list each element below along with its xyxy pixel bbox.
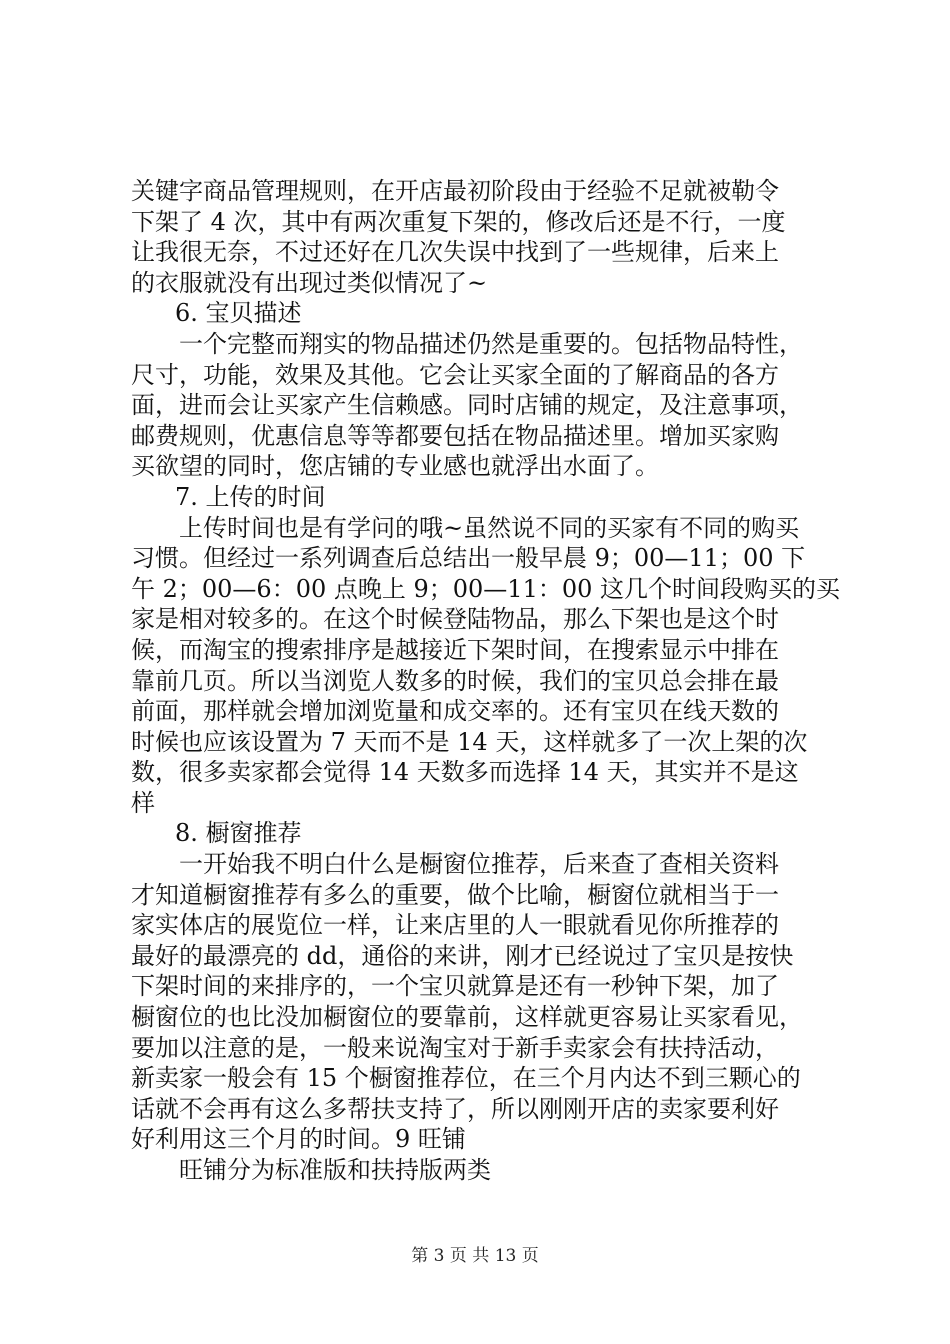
text-line: 买欲望的同时，您店铺的专业感也就浮出水面了。	[131, 452, 659, 481]
text-line: 好利用这三个月的时间。9 旺铺	[131, 1125, 466, 1154]
text-line: 让我很无奈，不过还好在几次失误中找到了一些规律，后来上	[131, 238, 779, 267]
text-line: 新卖家一般会有 15 个橱窗推荐位，在三个月内达不到三颗心的	[131, 1064, 801, 1093]
section-heading: 8. 橱窗推荐	[175, 819, 302, 848]
text-line: 前面，那样就会增加浏览量和成交率的。还有宝贝在线天数的	[131, 697, 779, 726]
text-line: 样	[131, 788, 155, 817]
body-text	[131, 176, 841, 1186]
text-line: 关键字商品管理规则，在开店最初阶段由于经验不足就被勒令	[131, 177, 779, 205]
text-line: 话就不会再有这么多帮扶支持了，所以刚刚开店的卖家要利好	[131, 1094, 779, 1123]
text-line: 习惯。但经过一系列调查后总结出一般早晨 9；00—11；00 下	[131, 544, 806, 573]
text-line: 上传时间也是有学问的哦~虽然说不同的买家有不同的购买	[179, 513, 800, 542]
text-line: 数，很多卖家都会觉得 14 天数多而选择 14 天，其实并不是这	[131, 758, 799, 787]
text-line: 一个完整而翔实的物品描述仍然是重要的。包括物品特性，	[179, 329, 803, 358]
text-line: 下架了 4 次，其中有两次重复下架的，修改后还是不行，一度	[131, 207, 786, 236]
text-line: 要加以注意的是，一般来说淘宝对于新手卖家会有扶持活动，	[131, 1033, 779, 1062]
text-line: 一开始我不明白什么是橱窗位推荐，后来查了查相关资料	[179, 850, 779, 879]
text-line: 候，而淘宝的搜索排序是越接近下架时间，在搜索显示中排在	[131, 635, 779, 664]
text-line: 家是相对较多的。在这个时候登陆物品，那么下架也是这个时	[131, 605, 779, 634]
text-line: 靠前几页。所以当浏览人数多的时候，我们的宝贝总会排在最	[131, 666, 779, 695]
text-line: 橱窗位的也比没加橱窗位的要靠前，这样就更容易让买家看见，	[131, 1003, 803, 1032]
page-footer: 第 3 页 共 13 页	[411, 1246, 539, 1266]
text-line: 尺寸，功能，效果及其他。它会让买家全面的了解商品的各方	[131, 360, 779, 389]
text-line: 的衣服就没有出现过类似情况了~	[131, 268, 488, 297]
text-line: 家实体店的展览位一样，让来店里的人一眼就看见你所推荐的	[131, 911, 779, 940]
text-line: 最好的最漂亮的 dd，通俗的来讲，刚才已经说过了宝贝是按快	[131, 941, 794, 970]
text-line: 旺铺分为标准版和扶持版两类	[179, 1156, 491, 1184]
text-line: 午 2；00—6：00 点晚上 9；00—11：00 这几个时间段购买的买	[131, 574, 841, 603]
text-line: 下架时间的来排序的，一个宝贝就算是还有一秒钟下架，加了	[131, 972, 779, 1001]
section-heading: 6. 宝贝描述	[175, 299, 302, 328]
text-line: 邮费规则，优惠信息等等都要包括在物品描述里。增加买家购	[131, 421, 779, 450]
text-line: 面，进而会让买家产生信赖感。同时店铺的规定，及注意事项，	[131, 391, 803, 420]
section-heading: 7. 上传的时间	[175, 482, 326, 511]
text-line: 时候也应该设置为 7 天而不是 14 天，这样就多了一次上架的次	[131, 727, 808, 756]
text-line: 才知道橱窗推荐有多么的重要，做个比喻，橱窗位就相当于一	[131, 880, 779, 909]
